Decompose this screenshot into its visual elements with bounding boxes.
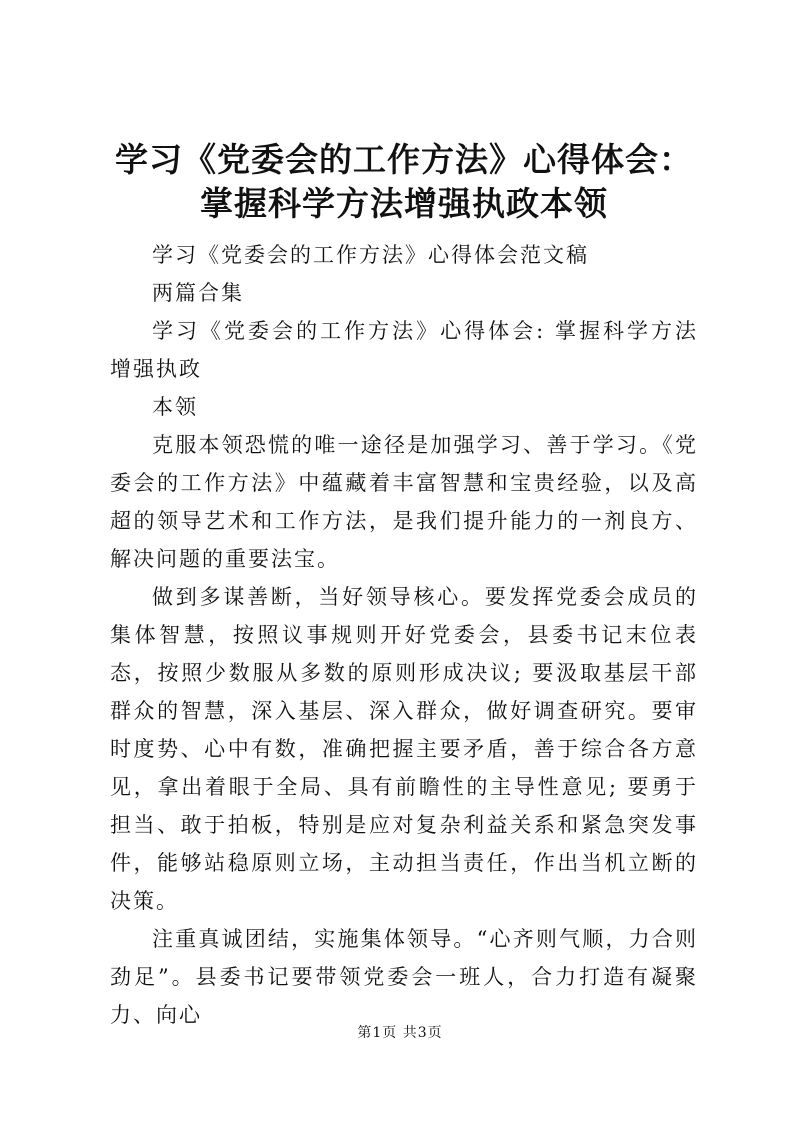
document-body — [110, 236, 698, 1034]
paragraph-body-2: 做到多谋善断，当好领导核心。要发挥党委会成员的集体智慧，按照议事规则开好党委会，县委书记末位表态，按照少数服从多数的原则形成决议; 要汲取基层干部群众的智慧，深入基层、深入群众，做好调查研究。要审时度势、心中有数，准确把握主要矛盾，善于综合各方意见，拿出着眼于全局、具有前瞻性的主导性意见; 要勇于担当、敢于拍板，特别是应对复杂利益关系和紧急突发事件，能够站稳原则立场，主动担当责任，作出当机立断的决策。 — [110, 585, 698, 913]
paragraph-collection: 两篇合集 — [152, 281, 244, 305]
document-title: 学习《党委会的工作方法》心得体会：掌握科学方法增强执政本领 — [115, 140, 693, 223]
paragraph-subtitle: 学习《党委会的工作方法》心得体会范文稿 — [152, 243, 589, 267]
paragraph-body-1: 克服本领恐慌的唯一途径是加强学习、善于学习。《党委会的工作方法》中蕴藏着丰富智慧和宝贵经验，以及高超的领导艺术和工作方法，是我们提升能力的一剂良方、解决问题的重要法宝。 — [110, 433, 698, 571]
paragraph-body-3: 注重真诚团结，实施集体领导。“心齐则气顺，力合则劲足”。县委书记要带领党委会一班人，合力打造有凝聚力、向心 — [110, 927, 698, 1027]
paragraph-heading-cont: 本领 — [152, 395, 198, 419]
page-footer: 第1页 共3页 — [357, 1025, 443, 1041]
paragraph-heading: 学习《党委会的工作方法》心得体会: 掌握科学方法增强执政 — [110, 319, 698, 381]
